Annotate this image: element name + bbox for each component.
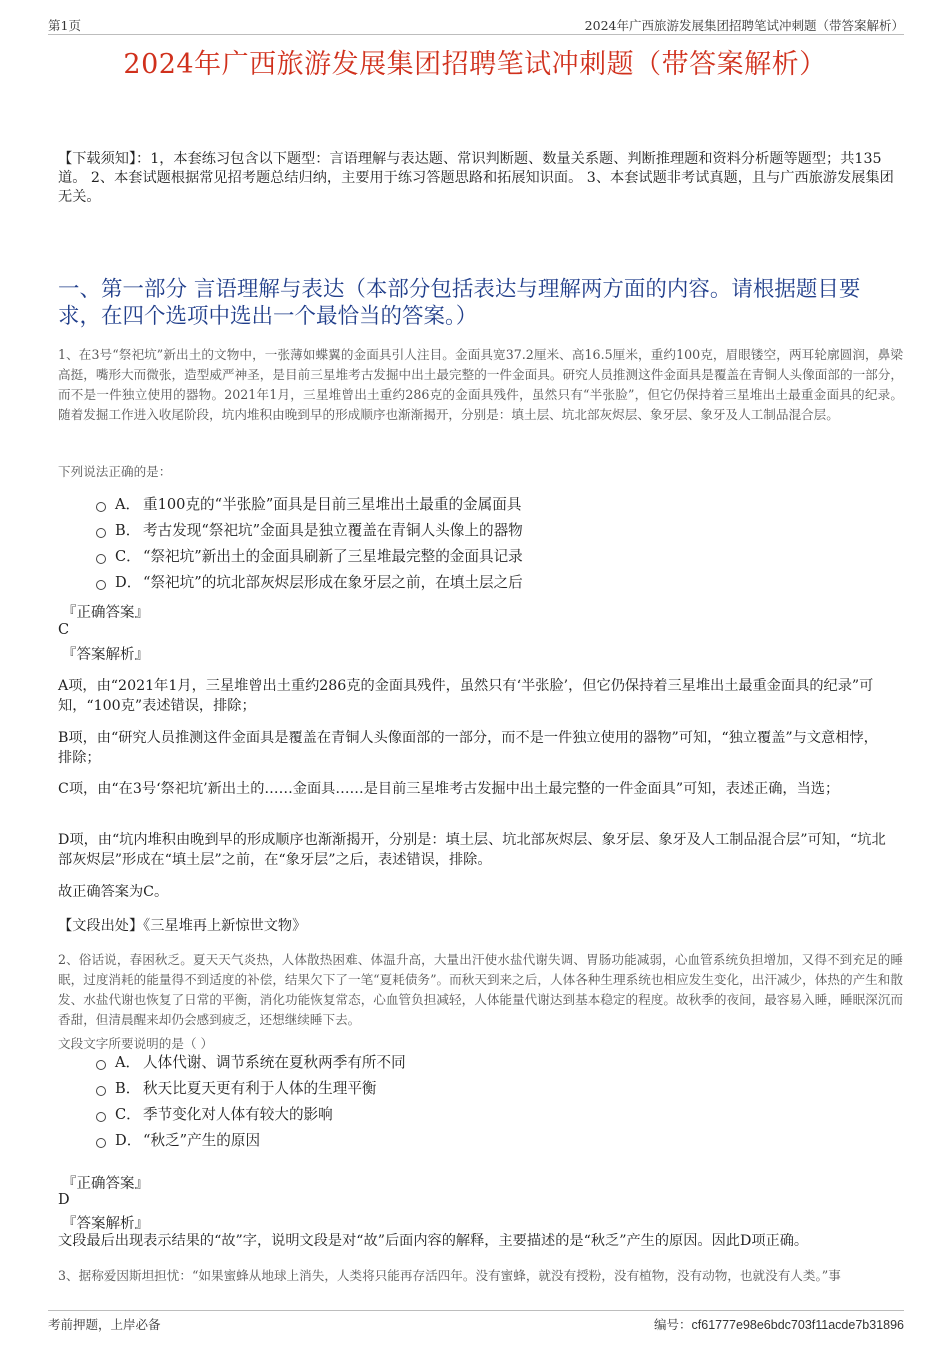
q1-options bbox=[96, 492, 523, 596]
q1-analysis-label: 『答案解析』 bbox=[62, 647, 149, 663]
q2-answer-label: 『正确答案』 bbox=[62, 1176, 149, 1192]
q1-question: 下列说法正确的是： bbox=[58, 464, 172, 479]
q1-analysis-a: A项，由“2021年1月，三星堆曾出土重约286克的金面具残件，虽然只有‘半张脸’，但它仍保持着三星堆出土最重金面具的纪录”可知，“100克”表述错误，排除； bbox=[58, 678, 874, 714]
q2-analysis-label: 『答案解析』 bbox=[62, 1216, 149, 1232]
q1-answer: C bbox=[58, 622, 70, 638]
radio-icon[interactable] bbox=[96, 1138, 106, 1148]
q1-source: 【文段出处】《三星堆再上新惊世文物》 bbox=[58, 918, 307, 934]
q1-answer-label: 『正确答案』 bbox=[62, 605, 149, 621]
q1-passage: 1、在3号“祭祀坑”新出土的文物中，一张薄如蝶翼的金面具引人注目。金面具宽37.2厘米、高16.5厘米，重约100克，眉眼镂空，两耳轮廓圆润，鼻梁高挺，嘴形大而微张，造型威严神圣，是目前三星堆考古发掘中出土最完整的一件金面具。研究人员推测这件金面具是覆盖在青铜人头像面部的一部分，而不是一件独立使用的器物。2021年1月，三星堆曾出土重约286克的金面具残件，虽然只有“半张脸”，但它仍保持着三星堆出土最重金面具的纪录。随着发掘工作进入收尾阶段，坑内堆积由晚到早的形成顺序也渐渐揭开，分别是：填土层、坑北部灰烬层、象牙层、象牙及人工制品混合层。 bbox=[58, 347, 903, 422]
q2-option-c[interactable]: C． 季节变化对人体有较大的影响 bbox=[96, 1102, 406, 1128]
footer-code: 编号：cf61777e98e6bdc703f11acde7b31896 bbox=[654, 1317, 904, 1332]
q1-conclusion: 故正确答案为C。 bbox=[58, 884, 169, 900]
radio-icon[interactable] bbox=[96, 580, 106, 590]
radio-icon[interactable] bbox=[96, 1112, 106, 1122]
q1-analysis-b: B项，由“研究人员推测这件金面具是覆盖在青铜人头像面部的一部分，而不是一件独立使用的器物”可知，“独立覆盖”与文意相悖，排除； bbox=[58, 730, 878, 766]
q1-option-a[interactable]: A． 重100克的“半张脸”面具是目前三星堆出土最重的金属面具 bbox=[96, 492, 523, 518]
q3-passage: 3、据称爱因斯坦担忧：“如果蜜蜂从地球上消失，人类将只能再存活四年。没有蜜蜂，就没有授粉，没有植物，没有动物，也就没有人类。”事 bbox=[58, 1268, 841, 1283]
q1-option-b[interactable]: B． 考古发现“祭祀坑”金面具是独立覆盖在青铜人头像上的器物 bbox=[96, 518, 523, 544]
page-number: 第1页 bbox=[48, 18, 81, 33]
radio-icon[interactable] bbox=[96, 528, 106, 538]
radio-icon[interactable] bbox=[96, 554, 106, 564]
q2-question: 文段文字所要说明的是（ ） bbox=[58, 1036, 214, 1051]
q2-option-a[interactable]: A． 人体代谢、调节系统在夏秋两季有所不同 bbox=[96, 1050, 406, 1076]
download-notice: 【下载须知】：1，本套练习包含以下题型：言语理解与表达题、常识判断题、数量关系题、判断推理题和资料分析题等题型；共135道。 2、本套试题根据常见招考题总结归纳，主要用于练习答题思路和拓展知识面。 3、本套试题非考试真题，且与广西旅游发展集团无关。 bbox=[58, 151, 894, 205]
q2-option-d[interactable]: D． “秋乏”产生的原因 bbox=[96, 1128, 406, 1154]
q2-option-b[interactable]: B． 秋天比夏天更有利于人体的生理平衡 bbox=[96, 1076, 406, 1102]
page-footer bbox=[48, 1310, 904, 1333]
footer-slogan: 考前押题，上岸必备 bbox=[48, 1317, 161, 1332]
q2-passage: 2、俗话说，春困秋乏。夏天天气炎热，人体散热困难、体温升高，大量出汗使水盐代谢失调、胃肠功能减弱，心血管系统负担增加，又得不到充足的睡眠，过度消耗的能量得不到适度的补偿，结果欠下了一笔“夏耗债务”。而秋天到来之后，人体各种生理系统也相应发生变化，出汗减少，体热的产生和散发、水盐代谢也恢复了日常的平衡，消化功能恢复常态，心血管负担减轻，人体能量代谢达到基本稳定的程度。故秋季的夜间，最容易入睡，睡眠深沉而香甜，但清晨醒来却仍会感到疲乏，还想继续睡下去。 bbox=[58, 952, 903, 1027]
header-doc-title: 2024年广西旅游发展集团招聘笔试冲刺题（带答案解析） bbox=[584, 18, 904, 33]
q1-option-c[interactable]: C． “祭祀坑”新出土的金面具刷新了三星堆最完整的金面具记录 bbox=[96, 544, 523, 570]
radio-icon[interactable] bbox=[96, 1086, 106, 1096]
radio-icon[interactable] bbox=[96, 502, 106, 512]
q1-option-d[interactable]: D． “祭祀坑”的坑北部灰烬层形成在象牙层之前，在填土层之后 bbox=[96, 570, 523, 596]
q1-analysis-d: D项，由“坑内堆积由晚到早的形成顺序也渐渐揭开，分别是：填土层、坑北部灰烬层、象牙层、象牙及人工制品混合层”可知，“坑北部灰烬层”形成在“填土层”之前，在“象牙层”之后，表述错误，排除。 bbox=[58, 832, 886, 868]
radio-icon[interactable] bbox=[96, 1060, 106, 1070]
q1-analysis-c: C项，由“在3号‘祭祀坑’新出土的……金面具……是目前三星堆考古发掘中出土最完整的一件金面具”可知，表述正确，当选； bbox=[58, 781, 840, 797]
q2-options bbox=[96, 1050, 406, 1154]
section-heading: 一、第一部分 言语理解与表达（本部分包括表达与理解两方面的内容。请根据题目要求，在四个选项中选出一个最恰当的答案。） bbox=[58, 277, 861, 329]
page-header bbox=[48, 14, 904, 35]
document-title: 2024年广西旅游发展集团招聘笔试冲刺题（带答案解析） bbox=[123, 49, 827, 80]
q2-answer: D bbox=[58, 1192, 70, 1208]
q2-analysis: 文段最后出现表示结果的“故”字，说明文段是对“故”后面内容的解释，主要描述的是“秋乏”产生的原因。因此D项正确。 bbox=[58, 1233, 809, 1249]
